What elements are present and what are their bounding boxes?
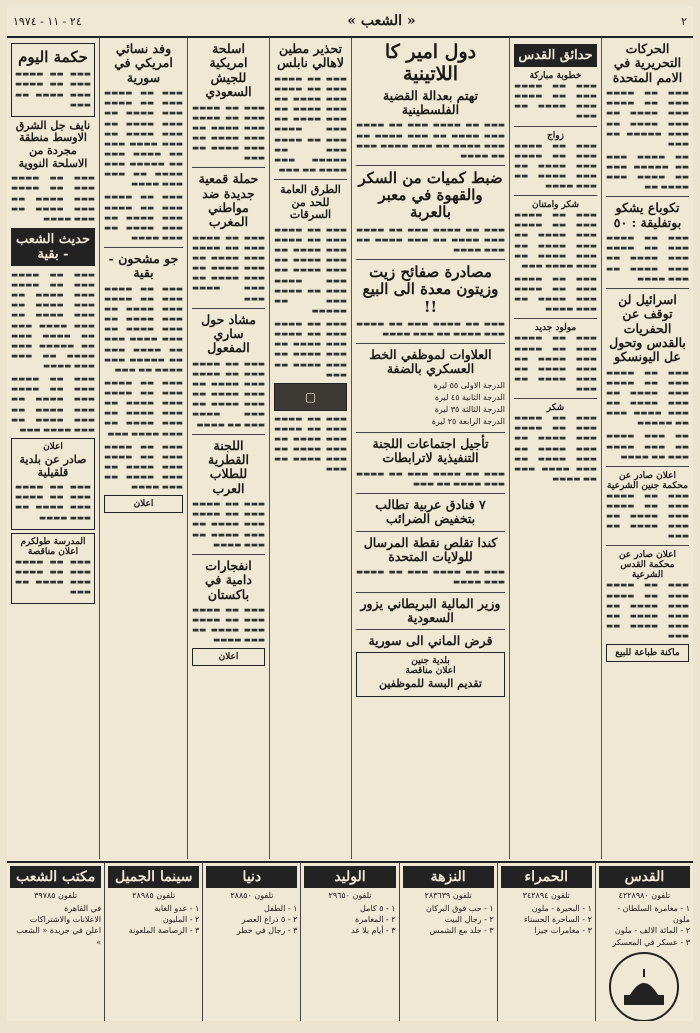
headline-nuclear-free: نايف جل الشرق الاوسط منطقة مجردة من الاسلحة النووية bbox=[15, 118, 91, 170]
cinema-show: ٢ - الساحرة الحسناء bbox=[523, 915, 592, 925]
masthead bbox=[7, 6, 693, 38]
newspaper-page bbox=[7, 6, 693, 1021]
ad-printing-machine-title: ماكنة طباعة للبيع bbox=[615, 648, 680, 659]
headline-roads: الطرق العامة للحد من السرقات bbox=[280, 183, 341, 222]
column-5 bbox=[187, 38, 269, 859]
cinema-show: ١ - حب فوق البركان bbox=[425, 904, 494, 913]
headline-liberation-movements: الحركات التحريرية في الامم المتحدة bbox=[612, 41, 683, 85]
column-4 bbox=[269, 38, 351, 859]
headline-wedding: زواج bbox=[546, 130, 564, 141]
article-body: ▬▬▬ ▬▬ ▬▬▬▬ ▬▬▬ ▬▬ ▬▬▬▬ ▬▬▬ ▬▬▬▬ ▬▬ ▬▬▬ ▬▬▬▬ ▬▬ ▬▬▬ ▬▬▬▬ bbox=[192, 499, 265, 549]
headline-saudi-weapons: اسلحة امريكية للجيش السعودي bbox=[205, 41, 252, 100]
cinema-name: دنيا bbox=[206, 866, 297, 888]
article-body: ▬▬▬ ▬▬ ▬▬▬▬ ▬▬▬ ▬▬ ▬▬▬▬ ▬▬▬ ▬▬▬▬ ▬▬ ▬▬▬ ▬▬▬▬ ▬▬ ▬▬▬ ▬▬▬▬ ▬▬ ▬▬▬ ▬▬▬▬ ▬▬▬ ▬▬ ▬▬▬▬ ▬▬▬ ▬▬ ▬▬▬▬▬ ▬▬▬ ▬▬▬▬ ▬▬ ▬▬▬ bbox=[274, 73, 347, 174]
article-body: ▬▬▬ ▬▬ ▬▬▬▬ ▬▬▬ ▬▬ ▬▬▬▬ ▬▬▬ ▬▬▬▬ ▬▬ ▬▬▬ bbox=[356, 468, 505, 488]
wisdom-body: ▬▬▬ ▬▬ ▬▬▬▬ ▬▬▬ ▬▬ ▬▬▬▬ ▬▬▬ ▬▬▬▬ ▬▬ ▬▬▬ bbox=[15, 69, 91, 109]
cinema-show: ٢ - المليون bbox=[162, 915, 200, 925]
article-body: ▬▬▬ ▬▬ ▬▬▬▬ ▬▬▬ ▬▬ ▬▬▬▬ ▬▬▬ ▬▬▬▬ ▬▬ ▬▬▬ ▬▬▬▬ bbox=[356, 318, 505, 338]
cinema-walid bbox=[300, 863, 398, 1021]
article-body: ▬▬▬ ▬▬ ▬▬▬▬ ▬▬▬ ▬▬ ▬▬▬▬ ▬▬▬ ▬▬▬▬ ▬▬ ▬▬▬ ▬▬▬▬ ▬▬ ▬▬▬ ▬▬▬▬ ▬▬ ▬▬▬ ▬▬▬▬ ▬▬▬ ▬▬ ▬▬▬▬ ▬▬▬ ▬▬ ▬▬▬▬▬ ▬▬▬ ▬▬▬▬ ▬▬ ▬▬▬ ▬▬▬ ▬▬ ▬▬▬▬ ▬▬▬ ▬▬ ▬▬▬▬ ▬▬▬ ▬▬▬▬ ▬▬ ▬▬▬ ▬▬▬▬ ▬▬ ▬▬▬ ▬▬▬▬ ▬▬ ▬▬▬ ▬▬▬▬ ▬▬▬ ▬▬▬ ▬▬ ▬▬▬▬ ▬▬▬ ▬▬ ▬▬▬▬ ▬▬▬ ▬▬▬▬ ▬▬ ▬▬▬ ▬▬▬▬ ▬▬ ▬▬▬ ▬▬▬▬ bbox=[104, 283, 183, 492]
cinema-phone: تلفون ٤٢٢٨٩٨٠ bbox=[618, 891, 671, 900]
headline-wisdom: حكمة اليوم bbox=[18, 48, 88, 66]
cinema-phone: تلفون ٢٨٣٦٣٩ bbox=[424, 891, 472, 900]
social-body: ▬▬▬ ▬▬ ▬▬▬▬ ▬▬▬ ▬▬ ▬▬▬▬ ▬▬▬ ▬▬▬▬ ▬▬ ▬▬▬ ▬▬▬▬ ▬▬ ▬▬▬ ▬▬▬▬ ▬▬ ▬▬▬ ▬▬▬▬ ▬▬▬ ▬▬ ▬▬▬▬ bbox=[514, 413, 597, 483]
section-banner-quds-gardens: حدائق القدس bbox=[514, 44, 597, 67]
headline-executive-committee: تأجيل اجتماعات اللجنة التنفيذية لاترابطات bbox=[372, 435, 489, 466]
cinema-show: ١ - عدو الغابة bbox=[154, 904, 200, 913]
office-phone: تلفون ٣٩٧٨٥ bbox=[34, 891, 78, 900]
article-body: ▬▬▬ ▬▬ ▬▬▬▬ ▬▬▬ ▬▬ ▬▬▬▬ ▬▬▬ ▬▬▬▬ bbox=[356, 567, 505, 587]
headline-hotels: ٧ فنادق عربية تطالب بتخفيض الضرائب bbox=[375, 496, 486, 527]
article-body: ▬▬▬ ▬▬ ▬▬▬▬ ▬▬▬ ▬▬ ▬▬▬▬ ▬▬▬ ▬▬▬▬ ▬▬ ▬▬▬ ▬▬▬▬ ▬▬ ▬▬▬ ▬▬▬▬ ▬▬ ▬▬▬ ▬▬▬▬ ▬▬▬ ▬▬ ▬▬▬▬ bbox=[356, 120, 505, 160]
headline-jerusalem-excavations: اسرائيل لن توقف عن الحفريات بالقدس وتحول عل اليونسكو bbox=[609, 291, 686, 365]
page-number: ٢ bbox=[681, 14, 687, 28]
notice-tulkarm bbox=[11, 533, 95, 605]
cinema-phone: تلفون ٢٨٩٨٥ bbox=[132, 891, 176, 900]
cinema-show: ٣ - الرصاصة الملعونة bbox=[128, 926, 200, 936]
section-banner-hadith: حديث الشعب - بقية bbox=[11, 228, 95, 266]
column-3 bbox=[351, 38, 509, 859]
cinema-phone: تلفون ٢٩٦٥٠ bbox=[328, 891, 372, 900]
article-body: ▬▬▬ ▬▬ ▬▬▬▬ ▬▬▬ ▬▬ ▬▬▬▬ ▬▬▬ ▬▬▬▬ ▬▬ ▬▬▬ ▬▬▬▬ ▬▬ ▬▬▬ ▬▬▬▬ bbox=[11, 173, 95, 223]
cinema-show: ٣ - رجال في خطر bbox=[236, 926, 298, 936]
headline-tense-atmosphere: جو مشحون - بقية bbox=[108, 251, 179, 281]
notice-qalqilya bbox=[11, 438, 95, 530]
headline-pakistan-blasts: انفجارات دامية في باكستان bbox=[205, 557, 252, 602]
column-1 bbox=[601, 38, 693, 859]
headline-allowances: العلاوات لموظفي الخط العسكري بالضفة bbox=[369, 347, 492, 377]
cinema-show: ٢ - ٥ ذراع العصر bbox=[241, 915, 298, 925]
cinema-nuzha bbox=[399, 863, 497, 1021]
article-body: ▬▬▬ ▬▬ ▬▬▬▬ ▬▬▬ ▬▬ ▬▬▬▬ ▬▬▬ ▬▬▬▬ ▬▬ ▬▬▬ ▬▬▬▬ ▬▬ ▬▬▬ ▬▬▬▬ bbox=[606, 233, 689, 283]
article-body: ▬▬▬ ▬▬ ▬▬▬▬ ▬▬▬ ▬▬ ▬▬▬▬ ▬▬▬ ▬▬▬▬ ▬▬ ▬▬▬ ▬▬▬▬ bbox=[192, 604, 265, 645]
article-body: ▬▬▬ ▬▬ ▬▬▬▬ ▬▬▬ ▬▬ ▬▬▬▬ ▬▬▬ ▬▬▬▬ ▬▬ ▬▬▬ ▬▬▬▬ ▬▬ ▬▬▬ ▬▬▬▬ ▬▬ ▬▬▬ ▬▬▬▬ ▬▬▬ ▬▬ ▬▬▬▬ ▬▬▬ ▬▬ ▬▬▬▬▬ ▬▬▬ ▬▬▬▬ ▬▬ ▬▬▬ ▬▬▬ ▬▬▬▬ ▬▬▬ ▬▬ ▬▬▬▬ ▬▬▬ ▬▬ ▬▬▬▬ ▬▬▬ ▬▬▬▬ ▬▬ ▬▬▬ ▬▬▬▬ ▬▬ ▬▬▬ ▬▬▬▬ ▬▬ ▬▬▬ ▬▬▬▬ ▬▬▬ bbox=[11, 269, 95, 434]
article-body: ▬▬▬ ▬▬ ▬▬▬▬ ▬▬▬ ▬▬ ▬▬▬▬ ▬▬▬ ▬▬▬▬ ▬▬ ▬▬▬ ▬▬▬▬ ▬▬ ▬▬▬ ▬▬▬▬ ▬▬ ▬▬▬ bbox=[192, 102, 265, 163]
ad-box-title: اعلان bbox=[133, 499, 154, 510]
column-2 bbox=[509, 38, 601, 859]
cinema-show: ١ - ٥ كامل bbox=[360, 904, 396, 913]
social-body: ▬▬▬ ▬▬ ▬▬▬▬ ▬▬▬ ▬▬ ▬▬▬▬ ▬▬▬ ▬▬▬▬ ▬▬ ▬▬▬ ▬▬▬▬ ▬▬ ▬▬▬ ▬▬▬▬ bbox=[514, 140, 597, 190]
cinema-show: ١ - مغامرة السلطان - ملون bbox=[617, 904, 690, 925]
headline-thanks: شكر وامتنان bbox=[531, 200, 580, 211]
cinema-name: النزهة bbox=[403, 866, 494, 888]
cinema-name: الوليد bbox=[304, 866, 395, 888]
cinema-hamra bbox=[497, 863, 595, 1021]
article-body: ▬▬▬ ▬▬ ▬▬▬▬ ▬▬▬ ▬▬ ▬▬▬▬ ▬▬▬ ▬▬▬▬ ▬▬ ▬▬▬ ▬▬▬▬ ▬▬ ▬▬▬ ▬▬▬▬ ▬▬ ▬▬▬ ▬▬▬▬ ▬▬▬ ▬▬ ▬▬▬▬ ▬▬▬ ▬▬ ▬▬▬▬▬ ▬▬▬ ▬▬▬▬ ▬▬ ▬▬▬ ▬▬▬ ▬▬▬▬ ▬▬▬ ▬▬ ▬▬▬▬ ▬▬▬ ▬▬ ▬▬▬▬ ▬▬▬ ▬▬▬▬ ▬▬ ▬▬▬ ▬▬▬▬ ▬▬ ▬▬▬ ▬▬▬▬ bbox=[104, 88, 183, 242]
ad-box bbox=[104, 495, 183, 513]
headline-women-delegation: وفد نسائي امريكي في سورية bbox=[114, 41, 173, 85]
cinema-quds bbox=[595, 863, 693, 1021]
article-body: ▬▬▬ ▬▬ ▬▬▬▬ ▬▬▬ ▬▬ ▬▬▬▬ ▬▬▬ ▬▬▬▬ ▬▬ ▬▬▬ ▬▬▬▬ ▬▬ ▬▬▬ ▬▬▬▬ bbox=[356, 224, 505, 254]
dome-of-rock-icon bbox=[609, 952, 679, 1021]
office-line: الاعلانات والاشتراكات bbox=[29, 915, 102, 925]
headline-olive-oil: مصادرة صفائح زيت وزيتون معدة الى البيع !! bbox=[362, 263, 499, 316]
issue-date: ٢٤ - ١١ - ١٩٧٤ bbox=[13, 14, 82, 28]
notice-tulkarm-sub: اعلان مناقصة bbox=[27, 546, 79, 557]
headline-arab-students: اللجنة القطرية للطلاب العرب bbox=[208, 437, 249, 496]
headline-morocco: حملة قمعية جديدة ضد مواطني المغرب bbox=[198, 171, 259, 230]
headline-newborn: مولود جديد bbox=[534, 323, 577, 334]
article-body: ▬▬▬ ▬▬ ▬▬▬▬ ▬▬▬ ▬▬ ▬▬▬▬ ▬▬▬ ▬▬▬▬ ▬▬ ▬▬▬ ▬▬▬▬ ▬▬ ▬▬▬ ▬▬▬▬ ▬▬▬ ▬▬ ▬▬▬▬▬ ▬▬ ▬▬▬ ▬▬▬▬ ▬▬ ▬▬▬ ▬▬▬▬ ▬▬▬ ▬▬ ▬▬▬▬ bbox=[606, 367, 689, 461]
tender-municipality: بلدية جنين bbox=[411, 655, 450, 666]
cinema-phone: تلفون ٢٨٨٥٠ bbox=[230, 891, 274, 900]
headline-sugar-coffee: ضبط كميات من السكر والقهوة في معبر بالعربة bbox=[358, 168, 503, 222]
column-6 bbox=[99, 38, 187, 859]
notice-body: ▬▬▬ ▬▬ ▬▬▬▬ ▬▬▬ ▬▬ ▬▬▬▬ ▬▬▬ ▬▬▬▬ ▬▬ ▬▬▬ ▬▬▬▬ ▬▬ ▬▬▬ bbox=[606, 490, 689, 541]
notice-qalqilya-label: اعلان bbox=[43, 441, 63, 452]
cinema-phone: تلفون ٣٤٢٨٩٤ bbox=[522, 891, 570, 900]
ad-printing-machine bbox=[606, 644, 689, 662]
tender-title: تقديم البسة للموظفين bbox=[379, 676, 482, 690]
office-line: اعلن في جريدة « الشعب » bbox=[16, 926, 102, 947]
headline-thanks-2: شكر bbox=[546, 403, 565, 414]
paper-name: « الشعب » bbox=[347, 13, 416, 29]
subheadline-latin-america: تهتم بعدالة القضية الفلسطينية bbox=[382, 87, 478, 118]
notice-body: ▬▬▬ ▬▬ ▬▬▬▬ ▬▬▬ ▬▬ ▬▬▬▬ ▬▬▬ ▬▬▬▬ ▬▬ ▬▬▬ ▬▬▬▬ bbox=[15, 482, 91, 522]
cinema-show: ٢ - المغامرة bbox=[355, 915, 396, 925]
cinema-name: القدس bbox=[599, 866, 690, 888]
headline-german-loan: قرض الماني الى سورية bbox=[368, 633, 493, 649]
article-body: ▬▬▬ ▬▬ ▬▬▬▬ ▬▬▬ ▬▬ ▬▬▬▬ ▬▬▬ ▬▬▬▬ ▬▬ ▬▬▬ ▬▬▬▬ ▬▬ ▬▬▬ ▬▬▬▬ ▬▬ ▬▬▬ bbox=[274, 413, 347, 474]
notice-jerusalem-court: اعلان صادر عن محكمة القدس الشرعية bbox=[618, 550, 677, 581]
headline-engagement: خطوبة مباركة bbox=[529, 71, 582, 81]
social-body: ▬▬▬ ▬▬ ▬▬▬▬ ▬▬▬ ▬▬ ▬▬▬▬ ▬▬▬ ▬▬▬▬ ▬▬ ▬▬▬ ▬▬▬▬ ▬▬ ▬▬▬ ▬▬▬▬ ▬▬ ▬▬▬ ▬▬▬▬ ▬▬▬ ▬▬▬ ▬▬ ▬▬▬▬ ▬▬▬ ▬▬ ▬▬▬▬ ▬▬▬ ▬▬▬▬ ▬▬ ▬▬▬ ▬▬▬▬ bbox=[514, 210, 597, 314]
article-body: ▬▬▬ ▬▬ ▬▬▬▬ ▬▬▬ ▬▬ ▬▬▬▬ ▬▬▬ ▬▬▬▬ ▬▬ ▬▬▬ ▬▬▬▬ ▬▬ ▬▬▬ ▬▬▬▬ ▬▬ ▬▬▬ ▬▬▬▬ ▬▬▬ ▬▬ ▬▬▬▬ ▬▬▬ ▬▬ ▬▬▬▬▬ ▬▬▬ ▬▬ ▬▬▬▬ ▬▬▬ ▬▬ ▬▬▬▬ ▬▬▬ ▬▬▬▬ ▬▬ ▬▬▬ ▬▬▬▬ ▬▬ ▬▬▬ ▬▬▬▬ ▬▬ ▬▬▬ bbox=[274, 224, 347, 379]
cinema-show: ٣ - جلد مع الشمس bbox=[429, 926, 494, 936]
social-body: ▬▬▬ ▬▬ ▬▬▬▬ ▬▬▬ ▬▬ ▬▬▬▬ ▬▬▬ ▬▬▬▬ ▬▬ ▬▬▬ ▬▬▬▬ ▬▬ ▬▬▬ ▬▬▬▬ ▬▬ ▬▬▬ bbox=[514, 333, 597, 393]
social-body: ▬▬▬ ▬▬ ▬▬▬▬ ▬▬▬ ▬▬ ▬▬▬▬ ▬▬▬ ▬▬▬▬ ▬▬ ▬▬▬ bbox=[514, 81, 597, 121]
headline-latin-america: دول امير كا اللاتينية bbox=[384, 41, 477, 85]
shaab-office bbox=[7, 863, 104, 1021]
ad-box bbox=[192, 648, 265, 666]
ad-box-title: اعلان bbox=[218, 652, 239, 663]
photo-placeholder: ▢ bbox=[274, 383, 347, 411]
article-body: ▬▬▬ ▬▬ ▬▬▬▬ ▬▬▬ ▬▬ ▬▬▬▬ ▬▬▬ ▬▬▬▬ ▬▬ ▬▬▬ ▬▬▬▬ ▬▬ ▬▬▬ ▬▬▬▬ ▬▬ ▬▬▬ ▬▬▬▬ ▬▬▬ bbox=[192, 232, 265, 303]
notice-qalqilya-title: صادر عن بلدية قلقيلية bbox=[19, 452, 87, 479]
cinema-dunya bbox=[202, 863, 300, 1021]
cinema-show: ٢ - المائة الالف - ملون bbox=[614, 926, 690, 936]
allowance-item: الدرجة الثالثة ٣٥ ليرة bbox=[434, 404, 505, 414]
cinema-listings bbox=[7, 861, 693, 1021]
tender-label: اعلان مناقصة bbox=[405, 665, 456, 676]
allowance-item: الدرجة الاولى ٥٥ ليرة bbox=[433, 380, 505, 390]
notice-tulkarm-title: المدرسة طولكرم bbox=[20, 536, 86, 547]
allowance-list bbox=[356, 380, 505, 428]
box-wisdom-of-the-day bbox=[11, 43, 95, 117]
office-name: مكتب الشعب bbox=[10, 866, 101, 888]
notice-body: ▬▬▬ ▬▬ ▬▬▬▬ ▬▬▬ ▬▬ ▬▬▬▬ ▬▬▬ ▬▬▬▬ ▬▬ ▬▬▬ ▬▬▬▬ ▬▬ ▬▬▬ ▬▬▬▬ ▬▬ ▬▬▬ bbox=[606, 580, 689, 640]
headline-nablus-warning: تحذير مطين لاهالي نابلس bbox=[277, 41, 344, 71]
cinema-show: ٣ - مغامرات جيزا bbox=[534, 926, 592, 936]
allowance-item: الدرجة الثانية ٤٥ ليرة bbox=[434, 392, 505, 402]
office-line: في القاهرة bbox=[64, 904, 102, 913]
allowance-item: الدرجة الرابعة ٢٥ ليرة bbox=[431, 416, 505, 426]
headline-bouteflika: تكوباع يشكو بوتفليقة : ٥٠ bbox=[613, 200, 682, 230]
cinema-name: الحمراء bbox=[501, 866, 592, 888]
notice-jenin-court: اعلان صادر عن محكمة جنين الشرعية bbox=[607, 470, 688, 491]
cinema-show: ٢ - رجال البيت bbox=[444, 915, 494, 925]
article-body: ▬▬▬ ▬▬ ▬▬▬▬ ▬▬▬ ▬▬ ▬▬▬▬ ▬▬▬ ▬▬▬▬ ▬▬ ▬▬▬ ▬▬▬▬ ▬▬ ▬▬▬ ▬▬▬▬ ▬▬ ▬▬▬ ▬▬▬▬ ▬▬▬ ▬▬ ▬▬▬▬ bbox=[192, 358, 265, 429]
cinema-jamil bbox=[104, 863, 202, 1021]
tender-jenin-municipality bbox=[356, 652, 505, 698]
headline-british-minister: وزير المالية البريطاني يزور السعودية bbox=[360, 595, 501, 625]
headline-canada: كندا تقلص نقطة المرسال للولايات المتحدة bbox=[363, 534, 498, 564]
cinema-show: ٣ - عسكر في المعسكر bbox=[612, 937, 690, 947]
cinema-name: سينما الجميل bbox=[108, 866, 199, 888]
article-body: ▬▬▬ ▬▬ ▬▬▬▬ ▬▬▬ ▬▬ ▬▬▬▬ ▬▬▬ ▬▬▬▬ ▬▬ ▬▬▬ ▬▬▬▬ ▬▬ ▬▬▬ ▬▬▬▬▬ ▬▬ ▬▬▬ ▬▬ ▬▬▬▬ ▬▬▬ ▬▬ ▬▬▬▬▬ ▬▬▬ ▬▬ ▬▬▬▬ ▬▬▬ ▬▬▬▬ ▬▬ bbox=[606, 88, 689, 192]
cinema-show: ١ - الطفل bbox=[264, 904, 298, 913]
cinema-show: ٣ - أيام بلا غد bbox=[351, 926, 396, 936]
column-7 bbox=[7, 38, 99, 859]
cinema-show: ١ - البحيرة - ملون bbox=[531, 904, 592, 913]
headline-dispute: مشاد حول ساري المفعول bbox=[201, 311, 256, 356]
notice-body: ▬▬▬ ▬▬ ▬▬▬▬ ▬▬▬ ▬▬ ▬▬▬▬ ▬▬▬ ▬▬▬▬ ▬▬ ▬▬▬ bbox=[15, 556, 91, 597]
